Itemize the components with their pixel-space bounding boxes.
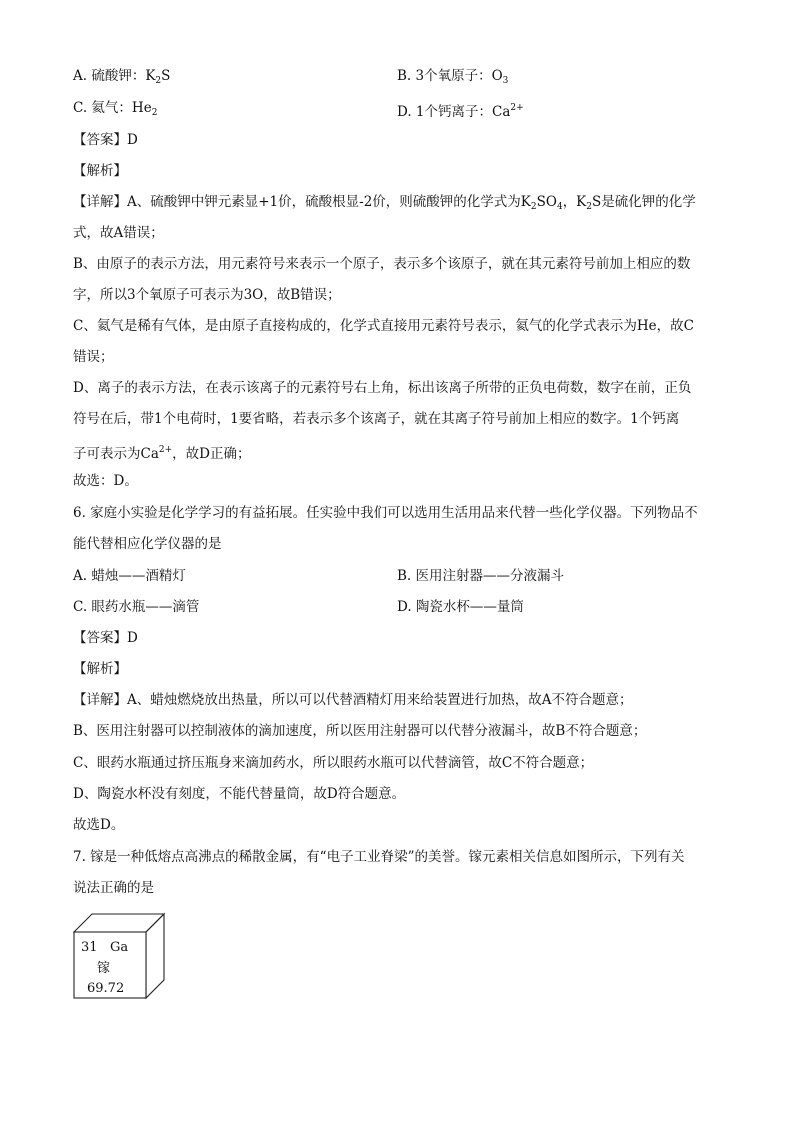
q5-answer: 【答案】D — [73, 132, 138, 148]
element-card-figure — [73, 912, 169, 1006]
q6-answer: 【答案】D — [73, 630, 138, 646]
q6-option-b: B. 医用注射器——分液漏斗 — [397, 568, 565, 584]
element-atomic-number: 31 — [81, 940, 98, 955]
q5-detail-line-9: 子可表示为$Ca^{2+}$，故D正确； — [73, 445, 251, 462]
q6-detail-line-4: D、陶瓷水杯没有刻度，不能代替量筒，故D符合题意。 — [73, 786, 406, 802]
q5-detail-line-4: 字，所以3个氧原子可表示为3O，故B错误； — [73, 287, 341, 303]
q5-conclusion: 故选：D。 — [73, 473, 138, 489]
q6-analysis-label: 【解析】 — [73, 661, 127, 677]
q6-detail-line-1: 【详解】A、蜡烛燃烧放出热量，所以可以代替酒精灯用来给装置进行加热，故A不符合题意； — [73, 692, 633, 708]
q5-detail-line-1: 【详解】A、硫酸钾中钾元素显+1价，硫酸根显-2价，则硫酸钾的化学式为$K_2SO_4$，$K_2S$是硫化钾的化学 — [73, 194, 696, 212]
q5-option-a: A. 硫酸钾：$K_2S$ — [73, 68, 171, 86]
q7-stem-line-1: 7. 镓是一种低熔点高沸点的稀散金属，有“电子工业脊梁”的美誉。镓元素相关信息如图所示，下列有关 — [73, 849, 685, 865]
q5-detail-line-8: 符号在后，带1个电荷时，1要省略，若表示多个该离子，就在其离子符号前加上相应的数字。1个钙离 — [73, 411, 680, 427]
q5-detail-line-6: 错误； — [73, 349, 114, 365]
q5-detail-line-2: 式，故A错误； — [73, 225, 164, 241]
element-cube-frame — [73, 912, 169, 1002]
q6-conclusion: 故选D。 — [73, 817, 125, 833]
q6-stem-line-2: 能代替相应化学仪器的是 — [73, 536, 222, 552]
element-name: 镓 — [97, 961, 111, 976]
q6-option-a: A. 蜡烛——酒精灯 — [73, 568, 186, 584]
q5-option-b: B. 3个氧原子：$O_3$ — [397, 68, 509, 86]
q6-detail-line-2: B、医用注射器可以控制液体的滴加速度，所以医用注射器可以代替分液漏斗，故B不符合题意； — [73, 723, 647, 739]
q5-detail-line-5: C、氦气是稀有气体，是由原子直接构成的，化学式直接用元素符号表示，氦气的化学式表示为He，故C — [73, 318, 694, 334]
element-symbol: Ga — [110, 940, 129, 955]
element-atomic-mass: 69.72 — [87, 981, 125, 996]
q6-option-c: C. 眼药水瓶——滴管 — [73, 599, 200, 615]
q5-detail-line-7: D、离子的表示方法，在表示该离子的元素符号右上角，标出该离子所带的正负电荷数，数字在前，正负 — [73, 380, 692, 396]
q6-stem-line-1: 6. 家庭小实验是化学学习的有益拓展。任实验中我们可以选用生活用品来代替一些化学仪器。下列物品不 — [73, 505, 698, 521]
q5-detail-line-3: B、由原子的表示方法，用元素符号来表示一个原子，表示多个该原子，就在其元素符号前加上相应的数 — [73, 256, 691, 272]
q5-option-c: C. 氦气：$He_2$ — [73, 100, 158, 118]
q7-stem-line-2: 说法正确的是 — [73, 880, 154, 896]
q5-analysis-label: 【解析】 — [73, 163, 127, 179]
q6-detail-line-3: C、眼药水瓶通过挤压瓶身来滴加药水，所以眼药水瓶可以代替滴管，故C不符合题意； — [73, 755, 594, 771]
q6-option-d: D. 陶瓷水杯——量筒 — [397, 599, 524, 615]
q5-option-d: D. 1个钙离子：$Ca^{2+}$ — [397, 103, 524, 120]
